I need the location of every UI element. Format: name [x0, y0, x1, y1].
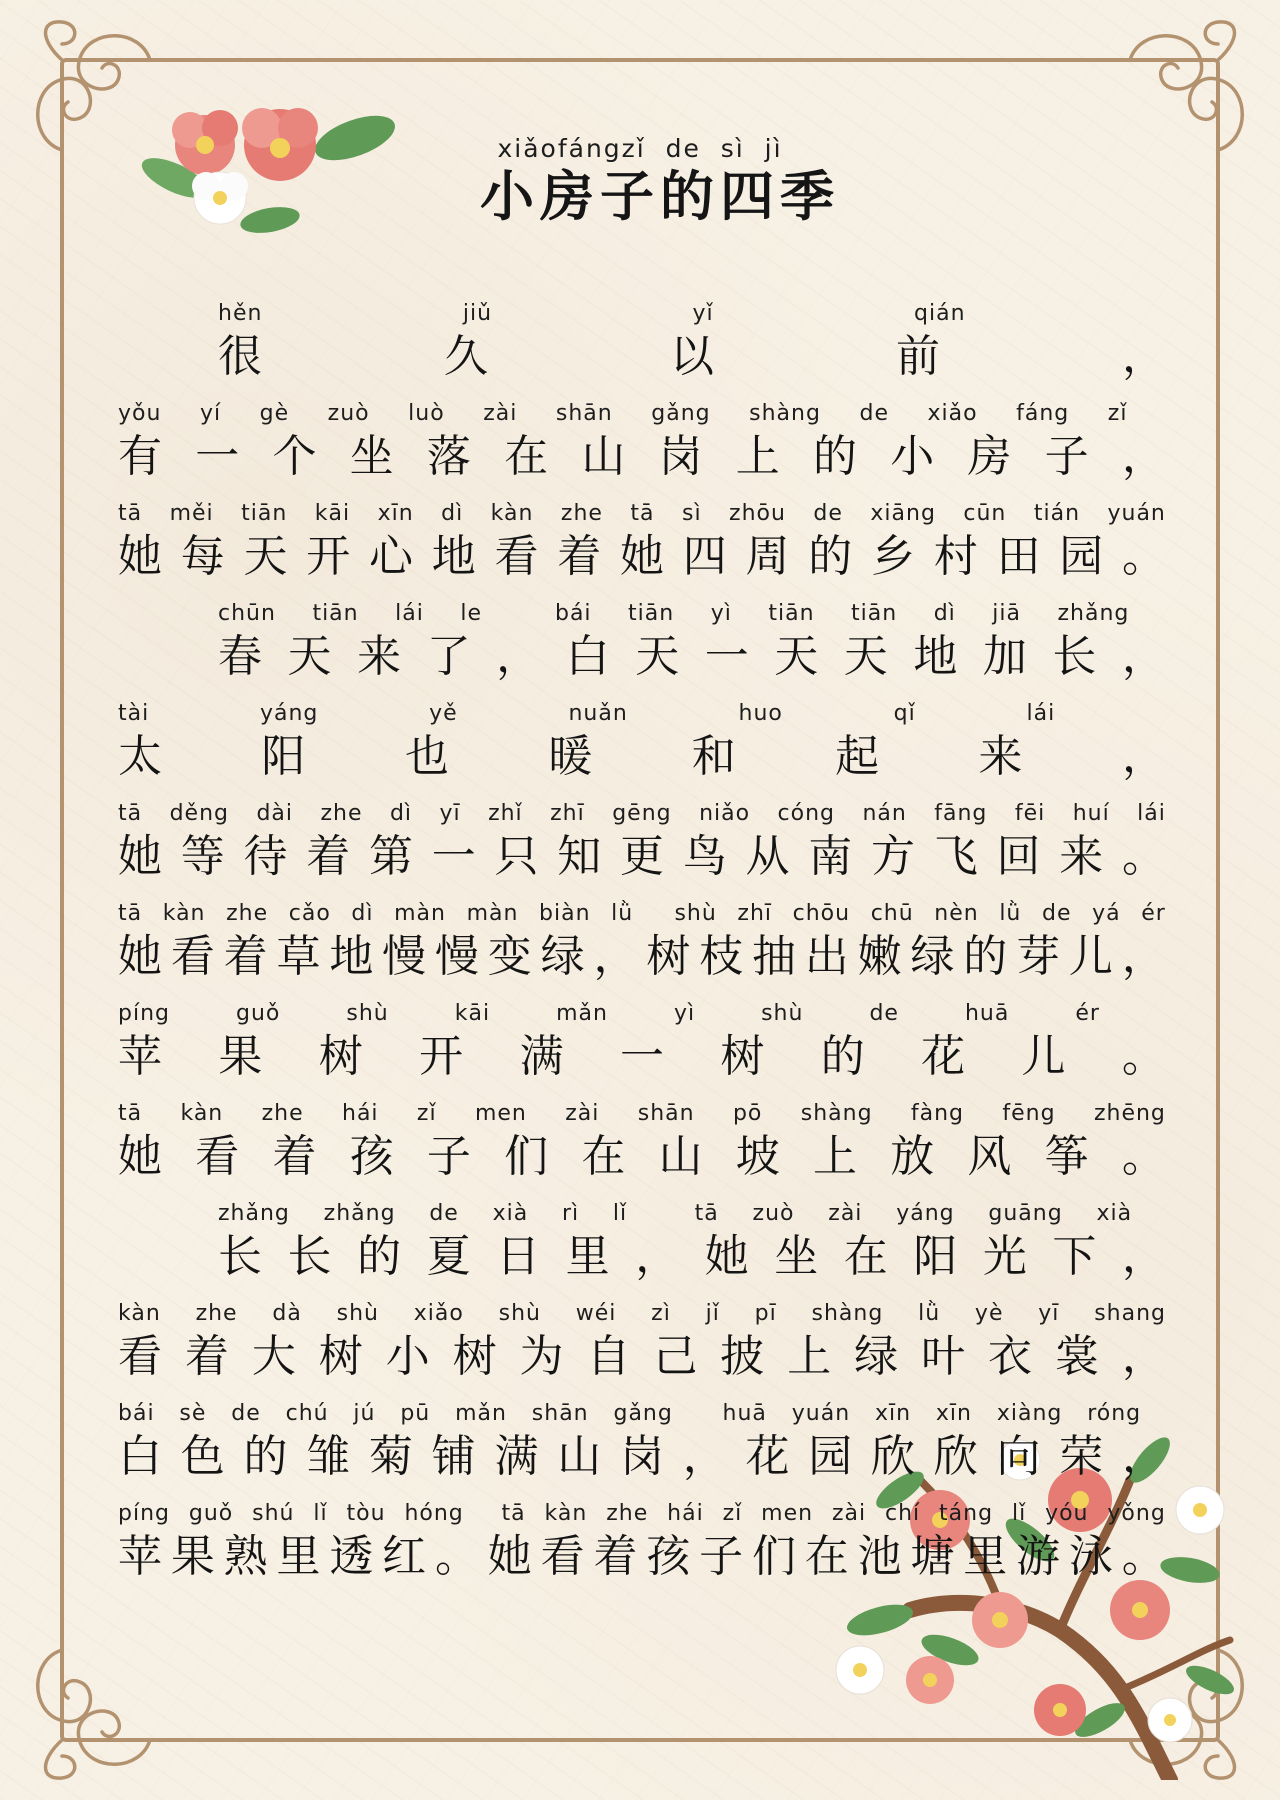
pinyin-syllable: tā [118, 901, 143, 926]
poem-line [118, 1300, 1166, 1400]
pinyin-syllable: dì [389, 801, 413, 826]
pinyin-syllable: gǎng [651, 401, 711, 426]
pinyin-syllable: tiān [768, 601, 815, 626]
pinyin-syllable: xiāng [870, 501, 936, 526]
pinyin-syllable: jú [353, 1401, 376, 1426]
pinyin-syllable: de [429, 1201, 459, 1226]
poem-line [118, 600, 1166, 700]
pinyin-syllable: yí [199, 401, 222, 426]
pinyin-syllable: shān [555, 401, 613, 426]
pinyin-syllable: xīn [377, 501, 414, 526]
pinyin-syllable: shān [531, 1401, 589, 1426]
pinyin-syllable: kàn [118, 1301, 161, 1326]
title-pinyin: xiǎofángzǐ de sì jì [497, 134, 783, 163]
pinyin-syllable: xīn [874, 1401, 912, 1426]
pinyin-row [218, 1200, 1166, 1228]
pinyin-syllable: pī [754, 1301, 777, 1326]
pinyin-syllable: zài [483, 401, 518, 426]
pinyin-syllable: hái [667, 1501, 704, 1526]
pinyin-syllable: shàng [800, 1101, 873, 1126]
pinyin-syllable: kàn [490, 501, 534, 526]
pinyin-syllable: gēng [612, 801, 672, 826]
hanzi-row: 长 长 的 夏 日 里 ， 她 坐 在 阳 光 下 ， [218, 1231, 1166, 1282]
hanzi-row: 苹 果 熟 里 透 红 。 她 看 着 孩 子 们 在 池 塘 里 游 泳 。 [118, 1531, 1166, 1582]
pinyin-syllable: qián [914, 301, 966, 326]
pinyin-syllable: yī [439, 801, 461, 826]
pinyin-syllable: pū [400, 1401, 431, 1426]
hanzi-row: 苹 果 树 开 满 一 树 的 花 儿 。 [118, 1031, 1166, 1082]
pinyin-syllable: hěn [218, 301, 263, 326]
pinyin-syllable: gè [259, 401, 290, 426]
pinyin-syllable: yáng [896, 1201, 955, 1226]
pinyin-syllable: tiān [851, 601, 898, 626]
pinyin-syllable: zhǎng [1057, 601, 1130, 626]
pinyin-syllable: mǎn [455, 1401, 507, 1426]
pinyin-syllable: zhe [606, 1501, 649, 1526]
poem-line [118, 500, 1166, 600]
pinyin-syllable: zhe [261, 1101, 304, 1126]
pinyin-row [118, 1000, 1166, 1028]
pinyin-syllable: yì [673, 1001, 696, 1026]
pinyin-syllable: zì [651, 1301, 671, 1326]
pinyin-syllable: zhe [195, 1301, 238, 1326]
pinyin-syllable: huā [964, 1001, 1010, 1026]
pinyin-syllable: shú [252, 1501, 295, 1526]
pinyin-syllable: lǜ [611, 901, 634, 926]
pinyin-syllable: rì [561, 1201, 580, 1226]
hanzi-row: 白 色 的 雏 菊 铺 满 山 岗 ， 花 园 欣 欣 向 荣 ， [118, 1431, 1166, 1482]
pinyin-syllable: lǜ [999, 901, 1022, 926]
pinyin-syllable: zuò [752, 1201, 795, 1226]
pinyin-syllable: cǎo [288, 901, 331, 926]
pinyin-syllable: zǐ [416, 1101, 437, 1126]
pinyin-syllable: ér [1141, 901, 1166, 926]
pinyin-syllable: yuán [1107, 501, 1166, 526]
poem-line [118, 1400, 1166, 1500]
pinyin-syllable: chūn [218, 601, 276, 626]
pinyin-syllable: luò [408, 401, 445, 426]
hanzi-row: 她 每 天 开 心 地 看 着 她 四 周 的 乡 村 田 园 。 [118, 531, 1166, 582]
pinyin-syllable: róng [1087, 1401, 1142, 1426]
pinyin-syllable: de [813, 501, 843, 526]
pinyin-syllable: fāng [934, 801, 988, 826]
pinyin-syllable: hóng [404, 1501, 464, 1526]
poem-line [118, 800, 1166, 900]
pinyin-syllable: tā [118, 1101, 143, 1126]
pinyin-row [118, 900, 1166, 928]
pinyin-syllable: cóng [777, 801, 835, 826]
pinyin-syllable: huo [738, 701, 783, 726]
pinyin-syllable: tā [501, 1501, 526, 1526]
hanzi-row: 很 久 以 前 ， [218, 331, 1166, 382]
pinyin-syllable: yǐ [692, 301, 714, 326]
pinyin-syllable: zhe [226, 901, 269, 926]
pinyin-syllable: shān [637, 1101, 695, 1126]
pinyin-syllable: ér [1075, 1001, 1100, 1026]
pinyin-syllable: tā [118, 501, 143, 526]
pinyin-syllable: tā [118, 801, 143, 826]
pinyin-syllable: kāi [454, 1001, 491, 1026]
pinyin-row [218, 600, 1166, 628]
pinyin-row [118, 500, 1166, 528]
pinyin-syllable: shù [498, 1301, 541, 1326]
pinyin-syllable: shù [761, 1001, 804, 1026]
pinyin-syllable: fáng [1016, 401, 1070, 426]
hanzi-row: 春 天 来 了 ， 白 天 一 天 天 地 加 长 ， [218, 631, 1166, 682]
pinyin-syllable: dì [351, 901, 374, 926]
pinyin-syllable: chōu [792, 901, 851, 926]
pinyin-syllable: zhǐ [488, 801, 523, 826]
pinyin-syllable: men [474, 1101, 527, 1126]
pinyin-syllable: kàn [180, 1101, 224, 1126]
pinyin-syllable: yǒu [118, 401, 162, 426]
pinyin-syllable: kàn [544, 1501, 588, 1526]
pinyin-syllable: zhōu [729, 501, 786, 526]
pinyin-syllable: zhe [560, 501, 603, 526]
pinyin-syllable: chū [870, 901, 914, 926]
pinyin-syllable: tiān [312, 601, 359, 626]
pinyin-syllable: yuán [791, 1401, 851, 1426]
poem-line [118, 1000, 1166, 1100]
pinyin-syllable: de [859, 401, 889, 426]
pinyin-syllable: lái [1137, 801, 1166, 826]
pinyin-syllable: jiǔ [462, 301, 493, 326]
pinyin-syllable: zhǎng [323, 1201, 396, 1226]
pinyin-syllable: lái [395, 601, 424, 626]
pinyin-syllable: niǎo [699, 801, 751, 826]
pinyin-syllable: xiǎo [413, 1301, 464, 1326]
pinyin-syllable: píng [118, 1001, 170, 1026]
pinyin-syllable: nán [862, 801, 907, 826]
pinyin-syllable: zǐ [722, 1501, 743, 1526]
pinyin-syllable: zuò [327, 401, 370, 426]
pinyin-syllable: lǐ [1011, 1501, 1027, 1526]
pinyin-syllable: shàng [749, 401, 821, 426]
hanzi-row: 有 一 个 坐 落 在 山 岗 上 的 小 房 子 ， [118, 431, 1166, 482]
pinyin-syllable: fàng [910, 1101, 965, 1126]
pinyin-syllable: men [761, 1501, 814, 1526]
pinyin-syllable: xiàng [996, 1401, 1063, 1426]
pinyin-syllable: sè [179, 1401, 207, 1426]
pinyin-syllable: píng [118, 1501, 170, 1526]
pinyin-syllable: shù [336, 1301, 379, 1326]
pinyin-syllable: yǒng [1107, 1501, 1166, 1526]
pinyin-syllable: qǐ [893, 701, 916, 726]
pinyin-syllable: tòu [346, 1501, 386, 1526]
pinyin-syllable: jiā [992, 601, 1021, 626]
pinyin-syllable: pō [732, 1101, 763, 1126]
poem-line [118, 1100, 1166, 1200]
pinyin-syllable: tiān [628, 601, 675, 626]
poem-line [118, 1200, 1166, 1300]
pinyin-syllable: yě [429, 701, 458, 726]
pinyin-syllable: hái [342, 1101, 379, 1126]
pinyin-syllable: wéi [575, 1301, 617, 1326]
pinyin-syllable: shù [674, 901, 717, 926]
pinyin-syllable: shang [1094, 1301, 1166, 1326]
pinyin-syllable: guāng [988, 1201, 1063, 1226]
pinyin-syllable: tā [694, 1201, 719, 1226]
pinyin-row [218, 300, 1166, 328]
pinyin-syllable: dì [441, 501, 464, 526]
pinyin-syllable: xīn [935, 1401, 972, 1426]
pinyin-syllable: bái [554, 601, 592, 626]
pinyin-syllable: lǐ [612, 1201, 628, 1226]
title-block [0, 134, 1280, 228]
pinyin-syllable: huā [722, 1401, 767, 1426]
pinyin-syllable: zài [565, 1101, 600, 1126]
pinyin-syllable: guǒ [188, 1501, 234, 1526]
pinyin-syllable: xiǎo [927, 401, 978, 426]
pinyin-syllable: chí [885, 1501, 921, 1526]
pinyin-syllable: lǜ [918, 1301, 941, 1326]
pinyin-syllable: zǐ [1107, 401, 1128, 426]
pinyin-syllable: dài [256, 801, 293, 826]
pinyin-syllable: zài [828, 1201, 863, 1226]
poem-line [118, 400, 1166, 500]
pinyin-syllable: jǐ [705, 1301, 720, 1326]
pinyin-row [118, 1100, 1166, 1128]
pinyin-syllable: xià [1096, 1201, 1133, 1226]
pinyin-syllable: fēi [1014, 801, 1046, 826]
pinyin-syllable: nuǎn [568, 701, 628, 726]
pinyin-syllable: de [231, 1401, 261, 1426]
pinyin-syllable: xià [492, 1201, 529, 1226]
pinyin-syllable: yóu [1045, 1501, 1089, 1526]
pinyin-syllable: màn [394, 901, 446, 926]
page-title: 小房子的四季 [480, 164, 840, 228]
poem-line [118, 900, 1166, 1000]
pinyin-syllable: yá [1092, 901, 1121, 926]
pinyin-row [118, 1500, 1166, 1528]
pinyin-syllable: měi [169, 501, 214, 526]
pinyin-syllable: zhǎng [218, 1201, 290, 1226]
pinyin-syllable: nèn [934, 901, 979, 926]
pinyin-row [118, 700, 1166, 728]
pinyin-syllable: dà [272, 1301, 302, 1326]
pinyin-syllable: le [460, 601, 482, 626]
pinyin-syllable: yì [710, 601, 732, 626]
pinyin-syllable: tài [118, 701, 150, 726]
pinyin-syllable: lái [1026, 701, 1056, 726]
hanzi-row: 她 看 着 草 地 慢 慢 变 绿 ， 树 枝 抽 出 嫩 绿 的 芽 儿 ， [118, 931, 1166, 982]
pinyin-syllable: zài [831, 1501, 867, 1526]
pinyin-syllable: kāi [314, 501, 351, 526]
pinyin-syllable: dì [933, 601, 956, 626]
pinyin-syllable: chú [285, 1401, 329, 1426]
pinyin-syllable: yáng [259, 701, 319, 726]
pinyin-syllable: tián [1033, 501, 1081, 526]
pinyin-syllable: shù [346, 1001, 389, 1026]
pinyin-syllable: fēng [1002, 1101, 1056, 1126]
pinyin-syllable: de [869, 1001, 899, 1026]
poem-line [118, 700, 1166, 800]
pinyin-syllable: cūn [963, 501, 1007, 526]
pinyin-syllable: táng [939, 1501, 994, 1526]
pinyin-syllable: shàng [811, 1301, 884, 1326]
pinyin-syllable: sì [682, 501, 702, 526]
hanzi-row: 看 着 大 树 小 树 为 自 己 披 上 绿 叶 衣 裳 ， [118, 1331, 1166, 1382]
pinyin-syllable: děng [169, 801, 229, 826]
pinyin-syllable: bái [118, 1401, 155, 1426]
pinyin-syllable: tiān [241, 501, 288, 526]
poem-body [118, 300, 1166, 1600]
pinyin-syllable: mǎn [556, 1001, 608, 1026]
pinyin-syllable: biàn [539, 901, 591, 926]
poem-line [118, 1500, 1166, 1600]
pinyin-row [118, 400, 1166, 428]
pinyin-syllable: zhēng [1093, 1101, 1166, 1126]
hanzi-row: 她 看 着 孩 子 们 在 山 坡 上 放 风 筝 。 [118, 1131, 1166, 1182]
poem-line [118, 300, 1166, 400]
hanzi-row: 太 阳 也 暖 和 起 来 ， [118, 731, 1166, 782]
pinyin-syllable: zhī [737, 901, 773, 926]
pinyin-row [118, 800, 1166, 828]
pinyin-row [118, 1400, 1166, 1428]
pinyin-syllable: yè [974, 1301, 1004, 1326]
pinyin-syllable: lǐ [313, 1501, 328, 1526]
pinyin-row [118, 1300, 1166, 1328]
pinyin-syllable: de [1041, 901, 1072, 926]
pinyin-syllable: gǎng [613, 1401, 673, 1426]
hanzi-row: 她 等 待 着 第 一 只 知 更 鸟 从 南 方 飞 回 来 。 [118, 831, 1166, 882]
pinyin-syllable: yī [1038, 1301, 1060, 1326]
pinyin-syllable: tā [630, 501, 655, 526]
pinyin-syllable: guǒ [236, 1001, 281, 1026]
pinyin-syllable: kàn [162, 901, 206, 926]
pinyin-syllable: zhī [550, 801, 585, 826]
pinyin-syllable: huí [1072, 801, 1110, 826]
pinyin-syllable: màn [466, 901, 519, 926]
pinyin-syllable: zhe [320, 801, 363, 826]
